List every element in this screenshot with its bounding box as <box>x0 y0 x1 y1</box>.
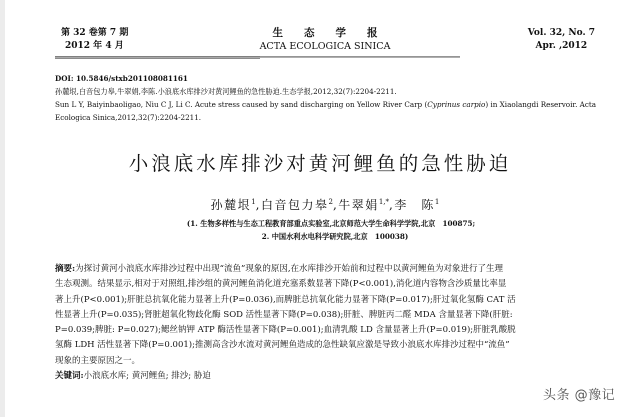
abstract-text: 为探讨黄河小浪底水库排沙过程中出现“流鱼”现象的原因,在水库排沙开始前和过程中以黄河鲤鱼为对象进行了生理 <box>75 264 504 274</box>
abstract-line: 著上升(P<0.001);肝脏总抗氧化能力显著上升(P=0.036),而脾脏总抗氧化能力显著下降(P=0.017);肝过氧化氢酶 CAT 活 <box>55 294 516 305</box>
issue-date: 2012 年 4 月 <box>65 41 124 51</box>
author-affil-mark: 1 <box>434 198 440 206</box>
citation-en-line3: Ecologica Sinica,2012,32(7):2204-2211. <box>55 113 202 122</box>
citation-block <box>55 72 615 124</box>
author: 李 陈 <box>394 198 435 212</box>
journal-name <box>55 27 595 53</box>
author: 孙麓垠 <box>210 198 252 212</box>
journal-header <box>55 27 595 57</box>
abstract-line <box>55 262 600 277</box>
keywords <box>55 369 600 384</box>
watermark: 头条 @豫记 <box>543 388 616 403</box>
keywords-text: 小浪底水库; 黄河鲤鱼; 排沙; 胁迫 <box>83 371 211 382</box>
keywords-label: 关键词: <box>55 371 84 382</box>
species-name: Cyprinus carpio <box>427 100 486 109</box>
abstract-line: P=0.039;脾脏: P=0.027);鳃丝钠钾 ATP 酶活性显著下降(P=0.001);血清乳酸 LD 含量显著上升(P=0.019);肝脏乳酸脱 <box>55 325 516 336</box>
paper-title: 小浪底水库排沙对黄河鲤鱼的急性胁迫 <box>128 152 512 175</box>
volume-issue: 第 32 卷第 7 期 <box>61 28 129 38</box>
citation-en-part2: ) in Xiaolangdi Reservoir. Acta <box>485 100 597 109</box>
header-rule <box>55 56 260 59</box>
author-affil-mark: 2 <box>328 198 333 206</box>
citation-cn: 孙麓垠,白音包力皋,牛翠娟,李陈.小浪底水库排沙对黄河鲤鱼的急性胁迫.生态学报,2012,32(7):2204-2211. <box>55 87 397 96</box>
author-list: 孙麓垠$^1$,白音包力皋$^2$,牛翠娟$^{1,*}$,李 陈$^1$ <box>210 198 440 212</box>
issue-date-en: Apr. ,2012 <box>535 41 588 51</box>
abstract-line: 性显著上升(P=0.035);肾脏超氧化物歧化酶 SOD 活性显著下降(P=0.038);肝脏、脾脏丙二醛 MDA 含量显著下降(肝脏: <box>55 309 513 320</box>
journal-name-cn: 生态学报 <box>272 27 399 39</box>
doi: DOI: 10.5846/stxb201108081161 <box>55 74 188 83</box>
author: 牛翠娟 <box>338 198 379 212</box>
citation-en-part1: Sun L Y, Baiyinbaoligao, Niu C J, Li C. Acute stress caused by sand discharging on Yellow River Carp ( <box>55 100 428 109</box>
header-rule-right <box>260 56 460 58</box>
affiliation-2: 2. 中国水利水电科学研究院,北京 100038) <box>261 232 409 241</box>
abstract-line: 现象的主要原因之一。 <box>55 355 141 366</box>
affiliation-1: (1. 生物多样性与生态工程教育部重点实验室,北京师范大学生命科学学院,北京 100875; <box>186 219 476 228</box>
author-affil-mark: 1,* <box>378 198 389 206</box>
author: 白音包力皋 <box>260 198 329 212</box>
abstract <box>55 262 600 384</box>
issue-info-en <box>528 27 595 53</box>
abstract-line: 氢酶 LDH 活性显著下降(P=0.001);推测高含沙水流对黄河鲤鱼造成的急性缺氧应激是导致小浪底水库排沙过程中“流鱼” <box>55 340 510 351</box>
author-affil-mark: 1 <box>251 198 256 206</box>
abstract-label: 摘要: <box>55 264 76 274</box>
citation-en <box>55 98 615 111</box>
journal-name-en: ACTA ECOLOGICA SINICA <box>259 41 391 52</box>
abstract-line: 生态观测。结果显示,相对于对照组,排沙组的黄河鲤鱼消化道充塞系数显著下降(P<0.001),消化道内容物含沙质量比率显 <box>55 279 507 290</box>
volume-issue-en: Vol. 32, No. 7 <box>527 28 595 38</box>
